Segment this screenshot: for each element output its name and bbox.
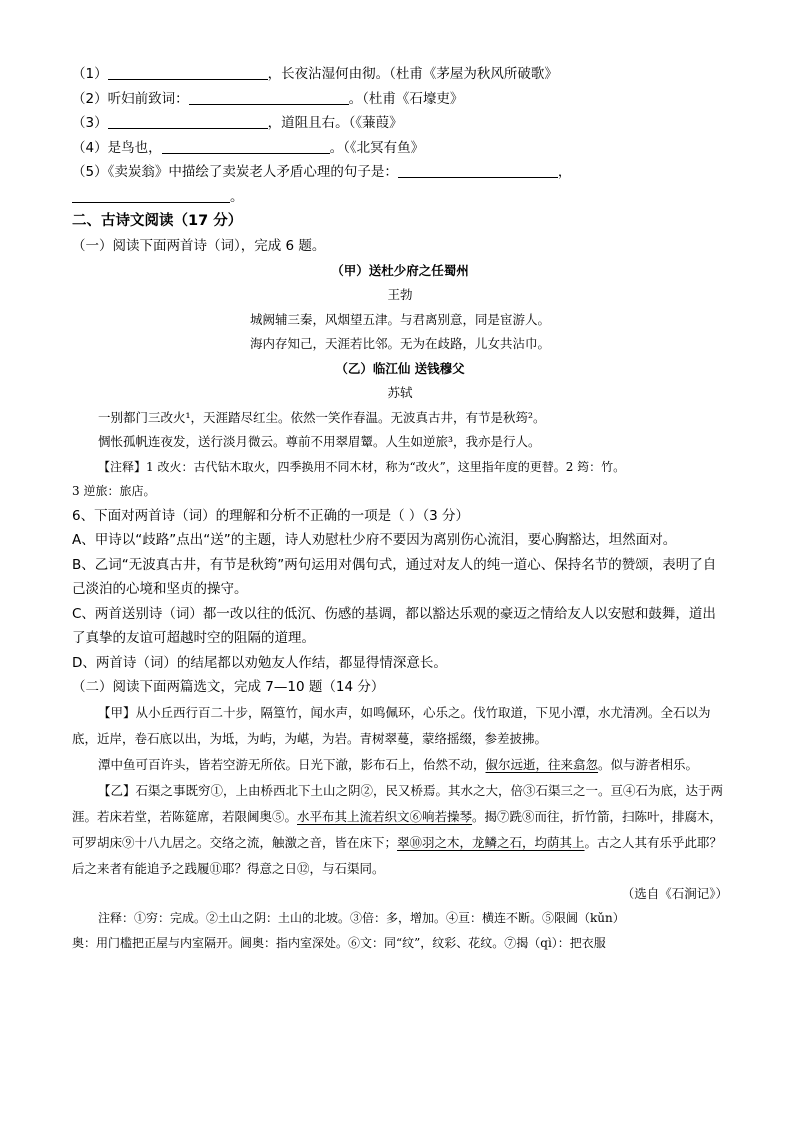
poem-b-note: 【注释】1 改火：古代钻木取火，四季换用不同木材，称为“改火”，这里指年度的更替。2 筠：竹。 xyxy=(98,459,626,474)
question-text: ，道阻且右。（《蒹葭》 xyxy=(267,115,403,131)
section-heading: 二、古诗文阅读（17 分） xyxy=(72,213,243,229)
poem-a-title: （甲）送杜少府之任蜀州 xyxy=(331,262,469,278)
answer-blank[interactable] xyxy=(189,89,349,105)
question-text: （4）是鸟也， xyxy=(72,139,162,156)
question-text: 。（《北冥有鱼》 xyxy=(329,139,425,156)
part-intro: （一）阅读下面两首诗（词），完成 6 题。 xyxy=(72,238,326,254)
option-a: A、甲诗以“歧路”点出“送”的主题，诗人劝慰杜少府不要因为离别伤心流泪，要心胸豁达，坦然面对。 xyxy=(72,532,677,548)
option-b: B、乙词“无波真古井，有节是秋筠”两句运用对偶句式，通过对友人的纯一道心、保持名节的赞颂，表明了自己淡泊的心境和坚贞的操守。 xyxy=(72,556,717,597)
passage-note: 奥：用门槛把正屋与内室隔开。阃奥：指内室深处。⑥文：同“纹”，纹彩、花纹。⑦揭（qì）：把衣服 xyxy=(72,935,606,950)
passage-text: 。揭⑦跣⑧而往，折竹箭，扫陈叶，排腐木，可罗胡床⑨十八九居之。交络之流，触激之音，皆在床下； xyxy=(72,808,723,850)
question-6-stem: 6、下面对两首诗（词）的理解和分析不正确的一项是（ ）（3 分） xyxy=(72,507,470,524)
poem-b-note: 3 逆旅：旅店。 xyxy=(72,484,156,498)
question-text: 。 xyxy=(230,188,244,205)
passage-jia-p1: 【甲】从小丘西行百二十步，隔篁竹，闻水声，如鸣佩环，心乐之。伐竹取道，下见小潭，水尤清冽。全石以为底，近岸，卷石底以出，为坻，为屿，为嵁，为岩。青树翠蔓，蒙络摇缀，参差披拂。 xyxy=(72,704,711,746)
poem-a-line: 城阙辅三秦，风烟望五津。与君离别意，同是宦游人。 xyxy=(249,311,550,327)
option-d: D、两首诗（词）的结尾都以劝勉友人作结，都显得情深意长。 xyxy=(72,654,447,671)
answer-blank[interactable] xyxy=(398,162,558,178)
passage-yi xyxy=(72,778,728,882)
passage-text: 。古之人其有乐乎此耶？后之来者有能追予之践履⑪耶？得意之日⑫，与石渠同。 xyxy=(72,834,723,876)
question-text: （2）听妇前致词： xyxy=(72,90,189,107)
underlined-sentence: 翠⑩羽之木，龙鳞之石，均荫其上 xyxy=(397,834,585,850)
fill-question-5 xyxy=(72,160,728,185)
poem-a-author: 王勃 xyxy=(387,287,413,302)
exam-page xyxy=(72,62,728,955)
fill-question-4 xyxy=(72,136,728,161)
question-number: （3） xyxy=(72,115,108,131)
answer-blank[interactable] xyxy=(162,138,330,154)
option-c: C、两首送别诗（词）都一改以往的低沉、伤感的基调，都以豁达乐观的豪迈之情给友人以安慰和鼓舞，道出了真挚的友谊可超越时空的阻隔的道理。 xyxy=(72,605,716,646)
question-text: 。（杜甫《石壕吏》 xyxy=(348,90,464,107)
fill-question-3 xyxy=(72,111,728,136)
underlined-sentence: 俶尔远逝，往来翕忽 xyxy=(485,756,599,772)
passage-jia-p2 xyxy=(72,752,728,778)
answer-blank[interactable] xyxy=(108,113,268,129)
poem-b-title: （乙）临江仙 送钱穆父 xyxy=(335,360,465,376)
passage-source: （选自《石涧记》） xyxy=(621,885,728,901)
fill-question-2 xyxy=(72,87,728,112)
poem-b-line: 惆怅孤帆连夜发，送行淡月微云。尊前不用翠眉颦。人生如逆旅³，我亦是行人。 xyxy=(98,434,541,449)
question-text: ， xyxy=(557,164,572,180)
question-text: ，长夜沾湿何由彻。（杜甫《茅屋为秋风所破歌》 xyxy=(267,66,558,82)
passage-text: 潭中鱼可百许头，皆若空游无所依。日光下澈，影布石上，佁然不动， xyxy=(98,756,486,772)
fill-question-1 xyxy=(72,62,728,87)
answer-blank[interactable] xyxy=(108,64,268,80)
poem-a-line: 海内存知己，天涯若比邻。无为在歧路，儿女共沾巾。 xyxy=(249,336,550,351)
poem-b-author: 苏轼 xyxy=(387,385,413,400)
question-number: （1） xyxy=(72,66,108,82)
passage-text: 。似与游者相乐。 xyxy=(598,756,699,772)
answer-blank[interactable] xyxy=(72,187,230,203)
question-text: （5）《卖炭翁》中描绘了卖炭老人矛盾心理的句子是： xyxy=(72,164,398,180)
part-intro: （二）阅读下面两篇选文，完成 7—10 题（14 分） xyxy=(72,679,385,695)
underlined-sentence: 水平布其上流若织文⑥响若操琴 xyxy=(297,808,473,824)
fill-question-5-continued xyxy=(72,185,728,210)
passage-text: 【乙】石渠之事既穷①，上由桥西北下土山之阴②，民又桥焉。其水之大，倍③石渠三之一。亘④石为底，达于两涯。若床若堂，若陈筵席，若限阃奥⑤。 xyxy=(72,782,724,824)
passage-note: 注释：①穷：完成。②土山之阴：土山的北坡。③倍：多，增加。④亘：横连不断。⑤限阃（kǔn） xyxy=(98,911,625,925)
poem-b-line: 一别都门三改火¹，天涯踏尽红尘。依然一笑作春温。无波真古井，有节是秋筠²。 xyxy=(98,409,546,425)
